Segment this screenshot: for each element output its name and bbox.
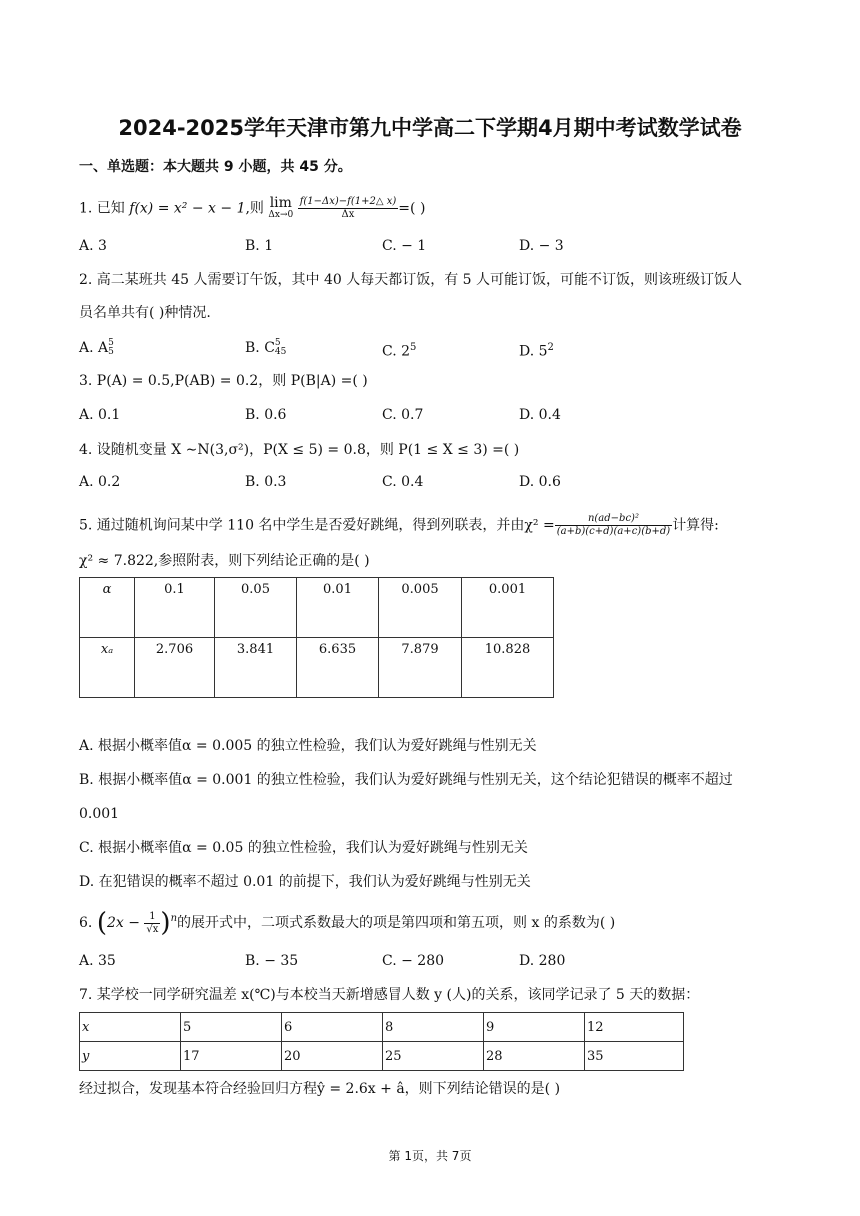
table-cell: 0.005 <box>379 578 462 638</box>
q5-option-a[interactable]: A. 根据小概率值α = 0.005 的独立性检验，我们认为爱好跳绳与性别无关 <box>79 738 537 754</box>
q7-regression-text: 经过拟合，发现基本符合经验回归方程ŷ = 2.6x + â，则下列结论错误的是( ) <box>79 1081 561 1097</box>
table-cell: 6 <box>282 1013 383 1042</box>
q4-option-b[interactable]: B. 0.3 <box>245 474 287 490</box>
question-5-line1 <box>79 513 719 538</box>
q5-option-b[interactable]: B. 根据小概率值α = 0.001 的独立性检验，我们认为爱好跳绳与性别无关，这个结论犯错误的概率不超过 <box>79 772 733 788</box>
table-cell: 5 <box>181 1013 282 1042</box>
table-cell: 0.05 <box>215 578 297 638</box>
q1-option-a[interactable]: A. 3 <box>79 238 107 254</box>
q2-a-label: A. A <box>79 340 109 356</box>
q6-numerator: 1 <box>144 911 160 924</box>
question-7: 7. 某学校一同学研究温差 x(℃)与本校当天新增感冒人数 y (人)的关系，该同学记录了 5 天的数据： <box>79 987 700 1003</box>
q2-a-scripts <box>108 339 114 357</box>
table-cell: x <box>80 1013 181 1042</box>
table-cell: 0.001 <box>462 578 554 638</box>
q1-option-b[interactable]: B. 1 <box>245 238 274 254</box>
q6-suffix: 的展开式中，二项式系数最大的项是第四项和第五项，则 x 的系数为( ) <box>177 915 616 931</box>
table-cell: 9 <box>484 1013 585 1042</box>
table-cell: 10.828 <box>462 638 554 698</box>
q1-limit <box>268 194 294 221</box>
q2-c-label: C. 2 <box>382 343 411 360</box>
q2-a-sup: 5 <box>108 338 114 348</box>
q6-option-a[interactable]: A. 35 <box>79 953 116 969</box>
q3-option-b[interactable]: B. 0.6 <box>245 407 287 423</box>
table-cell: y <box>80 1042 181 1071</box>
table-cell: 25 <box>383 1042 484 1071</box>
q5-numerator: n(ad−bc)² <box>555 513 672 526</box>
q5-chi-formula <box>555 513 672 538</box>
question-4: 4. 设随机变量 X ∼N(3,σ²)，P(X ≤ 5) = 0.8，则 P(1 ≤ X ≤ 3) =( ) <box>79 442 520 458</box>
q5-prefix: 5. 通过随机询问某中学 110 名中学生是否爱好跳绳，得到列联表，并由χ² = <box>79 517 555 534</box>
table-cell: 28 <box>484 1042 585 1071</box>
question-6: 6. (2x − $\frac{1}{√x}$ )$^n$的展开式中，二项式系数最大的项是第四项和第五项，则 x 的系数为( ) <box>79 908 616 938</box>
table-row <box>80 1042 684 1071</box>
q6-fraction <box>144 911 160 936</box>
q3-option-d[interactable]: D. 0.4 <box>519 407 561 423</box>
q2-b-label: B. C <box>245 340 275 356</box>
q1-mid: ,则 <box>245 200 264 217</box>
q4-option-a[interactable]: A. 0.2 <box>79 474 121 490</box>
q4-option-c[interactable]: C. 0.4 <box>382 474 424 490</box>
table-cell: 6.635 <box>297 638 379 698</box>
table-cell: 0.01 <box>297 578 379 638</box>
q2-d-label: D. 5 <box>519 343 548 360</box>
page-title: 2024-2025学年天津市第九中学高二下学期4月期中考试数学试卷 <box>118 116 742 140</box>
q6-option-c[interactable]: C. − 280 <box>382 953 445 969</box>
question-3: 3. P(A) = 0.5,P(AB) = 0.2，则 P(B|A) =( ) <box>79 373 368 389</box>
q5-option-b-cont: 0.001 <box>79 806 120 822</box>
q6-power: n <box>170 913 178 924</box>
q2-b-scripts <box>275 339 286 357</box>
q3-option-c[interactable]: C. 0.7 <box>382 407 424 423</box>
q6-denominator: √x <box>146 923 159 935</box>
q4-option-d[interactable]: D. 0.6 <box>519 474 561 490</box>
q1-suffix: =( ) <box>398 200 426 217</box>
table-row <box>80 638 554 698</box>
q2-option-c[interactable] <box>382 338 416 362</box>
q2-b-sup: 5 <box>274 338 281 348</box>
table-cell: α <box>80 578 135 638</box>
table-cell: 12 <box>585 1013 684 1042</box>
q3-option-a[interactable]: A. 0.1 <box>79 407 121 423</box>
section-heading: 一、单选题：本大题共 9 小题，共 45 分。 <box>79 159 352 175</box>
table-cell: 17 <box>181 1042 282 1071</box>
q1-numerator: f(1−Δx)−f(1+2△ x) <box>299 196 397 207</box>
table-cell: 20 <box>282 1042 383 1071</box>
table-row <box>80 1013 684 1042</box>
table-cell: 2.706 <box>135 638 215 698</box>
table-cell: 3.841 <box>215 638 297 698</box>
q1-prefix: 1. 已知 <box>79 200 130 217</box>
q2-c-sup: 5 <box>410 342 417 353</box>
q5-denominator: (a+b)(c+d)(a+c)(b+d) <box>556 526 671 537</box>
q1-lim-sub: Δx→0 <box>268 209 294 220</box>
table-cell: 0.1 <box>135 578 215 638</box>
table-cell: xₐ <box>80 638 135 698</box>
q5-option-d[interactable]: D. 在犯错误的概率不超过 0.01 的前提下，我们认为爱好跳绳与性别无关 <box>79 874 531 890</box>
q1-denominator: Δx <box>341 209 355 220</box>
question-1 <box>79 196 425 221</box>
table-cell: 7.879 <box>379 638 462 698</box>
q1-fraction <box>298 196 399 221</box>
q1-lim-text: lim <box>269 194 292 211</box>
q5-option-c[interactable]: C. 根据小概率值α = 0.05 的独立性检验，我们认为爱好跳绳与性别无关 <box>79 840 528 856</box>
q6-option-b[interactable]: B. − 35 <box>245 953 299 969</box>
question-2-line2: 员名单共有( )种情况. <box>79 305 211 321</box>
q7-data-table <box>79 1012 684 1071</box>
q2-a-sub: 5 <box>108 347 114 357</box>
q2-option-d[interactable] <box>519 338 554 362</box>
table-cell: 8 <box>383 1013 484 1042</box>
q2-option-b[interactable] <box>245 338 286 358</box>
question-2-line1: 2. 高二某班共 45 人需要订午饭，其中 40 人每天都订饭，有 5 人可能订饭，可能不订饭，则该班级订饭人 <box>79 272 743 288</box>
q6-expr: 2x − <box>106 915 140 931</box>
q6-option-d[interactable]: D. 280 <box>519 953 566 969</box>
table-cell: 35 <box>585 1042 684 1071</box>
q5-suffix: 计算得: <box>672 517 719 534</box>
question-5-line2: χ² ≈ 7.822,参照附表，则下列结论正确的是( ) <box>79 553 370 569</box>
page-footer: 第 1页，共 7页 <box>388 1149 472 1163</box>
q2-b-sub: 45 <box>274 347 287 357</box>
q1-option-d[interactable]: D. − 3 <box>519 238 564 254</box>
q6-prefix: 6. <box>79 915 97 931</box>
q5-reference-table <box>79 577 554 698</box>
q1-option-c[interactable]: C. − 1 <box>382 238 427 254</box>
q2-d-sup: 2 <box>547 342 554 353</box>
table-row <box>80 578 554 638</box>
q2-option-a[interactable] <box>79 338 114 358</box>
q1-function: f(x) = x² − x − 1 <box>129 200 246 217</box>
